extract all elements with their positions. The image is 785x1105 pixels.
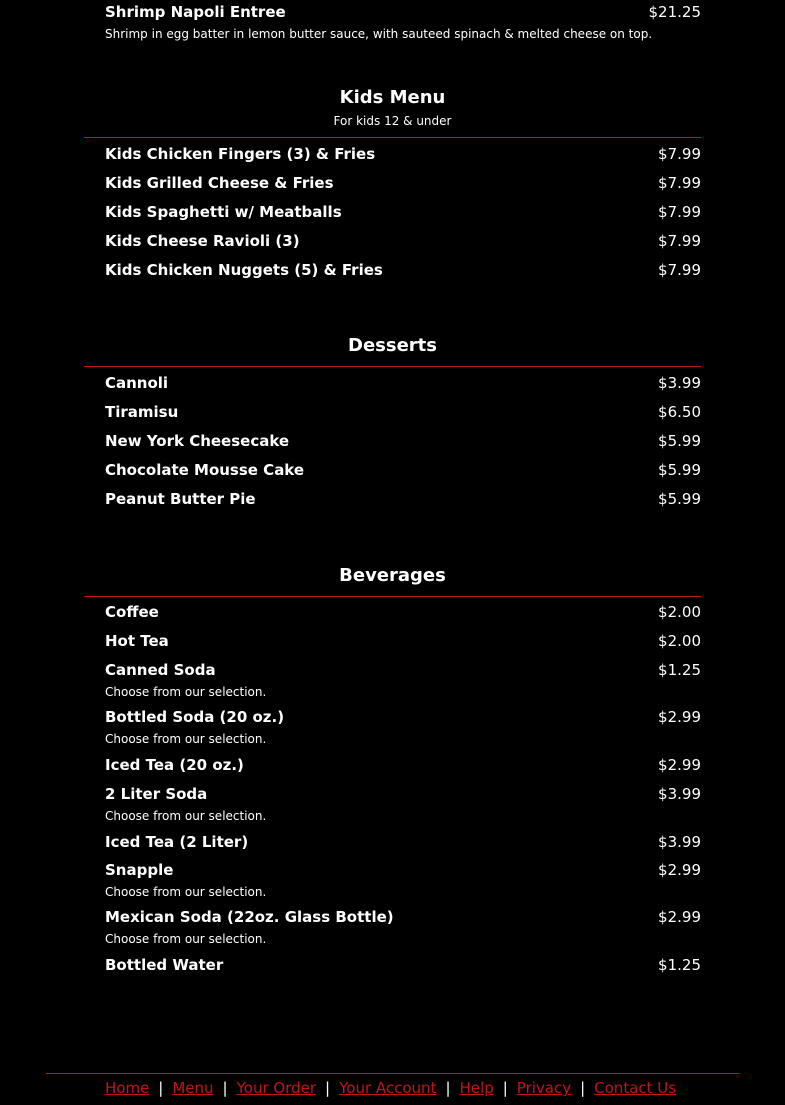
footer-separator: |: [325, 1079, 331, 1097]
menu-item[interactable]: [105, 373, 701, 393]
menu-item-description: Choose from our selection.: [105, 932, 267, 946]
section-subtitle: For kids 12 & under: [333, 114, 452, 128]
menu-item-description: Choose from our selection.: [105, 732, 267, 746]
menu-item-name: Hot Tea: [105, 632, 169, 650]
menu-item-price: $3.99: [658, 374, 701, 392]
menu-item[interactable]: [105, 784, 701, 824]
menu-item-name: New York Cheesecake: [105, 432, 290, 450]
menu-item-name: Iced Tea (20 oz.): [105, 756, 244, 774]
menu-item-name: Chocolate Mousse Cake: [105, 461, 305, 479]
menu-item-shrimp-napoli[interactable]: [105, 2, 701, 42]
menu-item-name: Snapple: [105, 861, 174, 879]
menu-item-price: $5.99: [658, 490, 701, 508]
menu-item-name: Tiramisu: [105, 403, 179, 421]
menu-item-price: $2.00: [658, 603, 701, 621]
section-title: Desserts: [348, 335, 437, 356]
menu-item-description: Choose from our selection.: [105, 809, 267, 823]
menu-item-price: $2.00: [658, 632, 701, 650]
section-items: [0, 144, 785, 280]
footer-separator: |: [502, 1079, 508, 1097]
menu-item[interactable]: [105, 602, 701, 622]
menu-item-name: Bottled Water: [105, 956, 224, 974]
menu-item-name: Coffee: [105, 603, 159, 621]
section-kids-menu: [0, 87, 785, 280]
footer-separator: |: [222, 1079, 228, 1097]
section-items: [0, 602, 785, 975]
section-desserts: [0, 335, 785, 509]
menu-item[interactable]: [105, 955, 701, 975]
menu-item-price: $6.50: [658, 403, 701, 421]
menu-item[interactable]: [105, 202, 701, 222]
menu-item[interactable]: [105, 860, 701, 900]
section-beverages: [0, 565, 785, 975]
menu-item[interactable]: [105, 660, 701, 700]
footer-link-your-order[interactable]: Your Order: [236, 1079, 317, 1097]
footer-link-help[interactable]: Help: [459, 1079, 494, 1097]
menu-item-name: Kids Grilled Cheese & Fries: [105, 174, 334, 192]
menu-item-name: Peanut Butter Pie: [105, 490, 256, 508]
menu-item-name: Kids Chicken Nuggets (5) & Fries: [105, 261, 383, 279]
menu-item-name: Shrimp Napoli Entree: [105, 3, 286, 21]
menu-item-price: $2.99: [658, 908, 701, 926]
menu-item[interactable]: [105, 431, 701, 451]
menu-item-price: $1.25: [658, 956, 701, 974]
menu-item[interactable]: [105, 631, 701, 651]
menu-item-name: 2 Liter Soda: [105, 785, 208, 803]
section-header: [0, 335, 785, 357]
menu-item[interactable]: [105, 832, 701, 852]
footer-link-menu[interactable]: Menu: [172, 1079, 214, 1097]
section-title: Beverages: [339, 565, 446, 586]
menu-item-price: $7.99: [658, 145, 701, 163]
menu-item-price: $5.99: [658, 461, 701, 479]
menu-item-name: Kids Cheese Ravioli (3): [105, 232, 300, 250]
menu-item[interactable]: [105, 173, 701, 193]
footer-divider: [46, 1073, 739, 1074]
section-title: Kids Menu: [339, 87, 446, 108]
menu-item-price: $2.99: [658, 861, 701, 879]
section-items: [0, 373, 785, 509]
menu-item[interactable]: [105, 755, 701, 775]
footer-link-privacy[interactable]: Privacy: [516, 1079, 572, 1097]
menu-item-price: $7.99: [658, 232, 701, 250]
section-header: [0, 565, 785, 587]
menu-item[interactable]: [105, 144, 701, 164]
section-divider: [84, 596, 701, 597]
section-divider: [84, 366, 701, 367]
section-header: [0, 87, 785, 129]
menu-item[interactable]: [105, 460, 701, 480]
menu-item-price: $21.25: [648, 3, 701, 21]
menu-item-price: $7.99: [658, 261, 701, 279]
menu-item-description: Choose from our selection.: [105, 685, 267, 699]
menu-item[interactable]: [105, 489, 701, 509]
menu-item-description: Choose from our selection.: [105, 885, 267, 899]
menu-item-description: Shrimp in egg batter in lemon butter sauce, with sauteed spinach & melted cheese on top.: [105, 27, 653, 41]
menu-item-name: Iced Tea (2 Liter): [105, 833, 249, 851]
footer-separator: |: [445, 1079, 451, 1097]
menu-item[interactable]: [105, 231, 701, 251]
menu-item[interactable]: [105, 260, 701, 280]
menu-item-price: $3.99: [658, 833, 701, 851]
menu-item-price: $1.25: [658, 661, 701, 679]
menu-item[interactable]: [105, 402, 701, 422]
menu-item-price: $3.99: [658, 785, 701, 803]
menu-item-name: Kids Chicken Fingers (3) & Fries: [105, 145, 376, 163]
menu-item-price: $5.99: [658, 432, 701, 450]
menu-item-price: $2.99: [658, 756, 701, 774]
footer-link-your-account[interactable]: Your Account: [339, 1079, 437, 1097]
footer-nav: [105, 1078, 676, 1098]
menu-item-name: Cannoli: [105, 374, 169, 392]
footer-separator: |: [158, 1079, 164, 1097]
menu-item-name: Kids Spaghetti w/ Meatballs: [105, 203, 342, 221]
menu-item-price: $7.99: [658, 203, 701, 221]
menu-item-name: Canned Soda: [105, 661, 216, 679]
menu-item-name: Mexican Soda (22oz. Glass Bottle): [105, 908, 394, 926]
menu-item[interactable]: [105, 707, 701, 747]
menu-item-name: Bottled Soda (20 oz.): [105, 708, 285, 726]
footer-link-contact-us[interactable]: Contact Us: [594, 1079, 677, 1097]
footer-link-home[interactable]: Home: [105, 1079, 150, 1097]
section-divider: [84, 137, 701, 138]
menu-item[interactable]: [105, 907, 701, 947]
menu-item-price: $2.99: [658, 708, 701, 726]
menu-item-price: $7.99: [658, 174, 701, 192]
footer-separator: |: [580, 1079, 586, 1097]
